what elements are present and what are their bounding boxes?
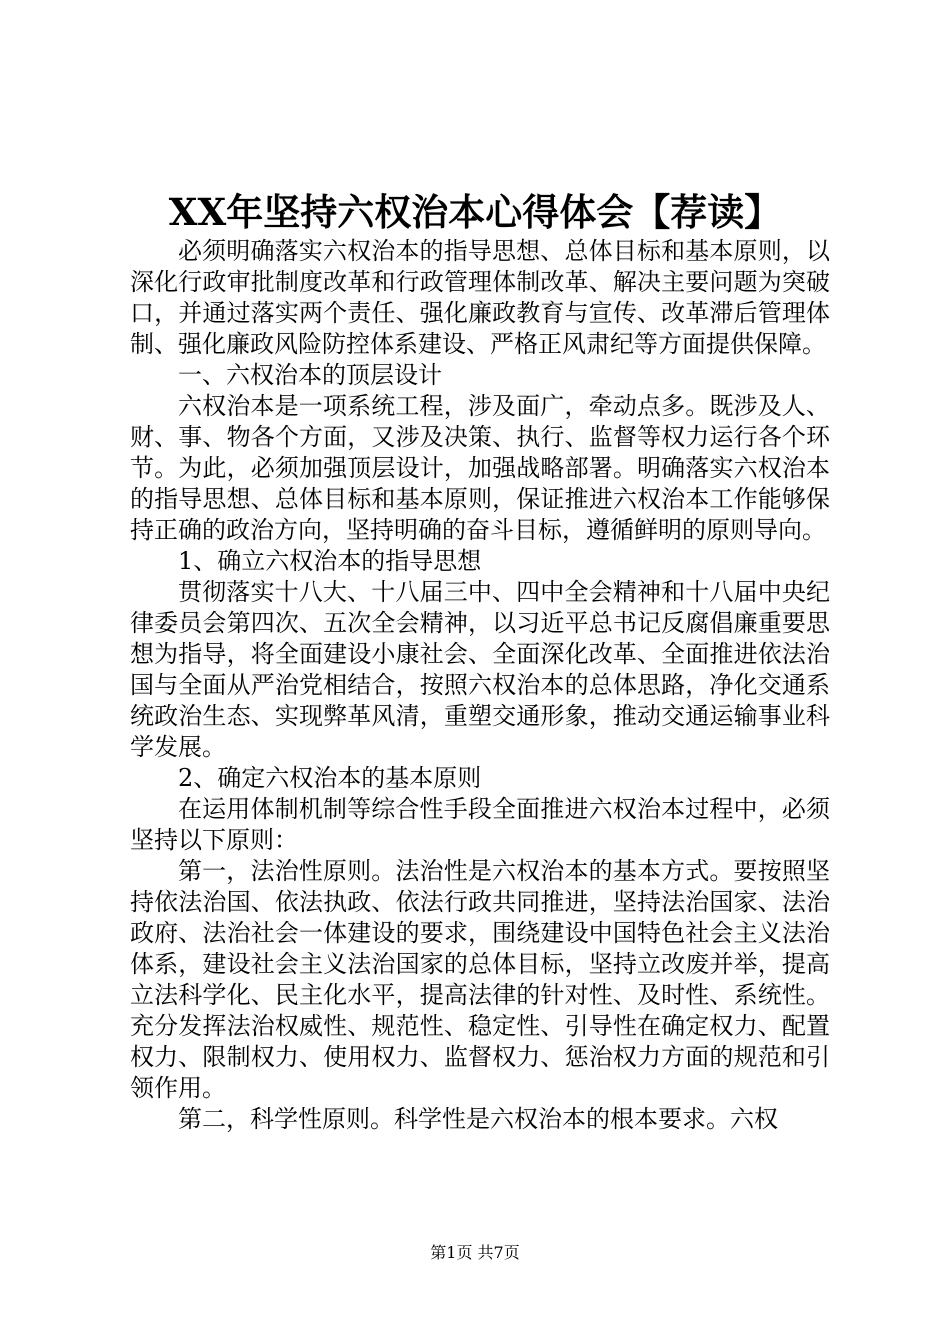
document-title: XX年坚持六权治本心得体会【荐读】 xyxy=(168,190,782,234)
paragraph-principles-intro: 在运用体制机制等综合性手段全面推进六权治本过程中，必须坚持以下原则： xyxy=(130,795,830,854)
paragraph-scientific: 第二，科学性原则。科学性是六权治本的根本要求。六权 xyxy=(178,1105,778,1133)
paragraph-top-design: 六权治本是一项系统工程，涉及面广，牵动点多。既涉及人、财、事、物各个方面，又涉及决策、执行、监督等权力运行各个环节。为此，必须加强顶层设计，加强战略部署。明确落实六权治本的指导思想、总体目标和基本原则，保证推进六权治本工作能够保持正确的政治方向，坚持明确的奋斗目标，遵循鲜明的原则导向。 xyxy=(130,392,830,544)
page-number: 第1页 共7页 xyxy=(430,1243,520,1262)
subsection-heading-2: 2、确定六权治本的基本原则 xyxy=(178,764,482,792)
paragraph-intro: 必须明确落实六权治本的指导思想、总体目标和基本原则，以深化行政审批制度改革和行政管理体制改革、解决主要问题为突破口，并通过落实两个责任、强化廉政教育与宣传、改革滞后管理体制、强化廉政风险防控体系建设、严格正风肃纪等方面提供保障。 xyxy=(130,237,830,358)
document-body xyxy=(130,236,830,1135)
section-heading-1: 一、六权治本的顶层设计 xyxy=(178,361,442,389)
subsection-heading-1: 1、确立六权治本的指导思想 xyxy=(178,547,482,575)
paragraph-guiding-thought: 贯彻落实十八大、十八届三中、四中全会精神和十八届中央纪律委员会第四次、五次全会精神，以习近平总书记反腐倡廉重要思想为指导，将全面建设小康社会、全面深化改革、全面推进依法治国与全面从严治党相结合，按照六权治本的总体思路，净化交通系统政治生态、实现弊革风清，重塑交通形象，推动交通运输事业科学发展。 xyxy=(130,578,830,761)
paragraph-rule-of-law: 第一，法治性原则。法治性是六权治本的基本方式。要按照坚持依法治国、依法执政、依法行政共同推进，坚持法治国家、法治政府、法治社会一体建设的要求，围绕建设中国特色社会主义法治体系，建设社会主义法治国家的总体目标，坚持立改废并举，提高立法科学化、民主化水平，提高法律的针对性、及时性、系统性。充分发挥法治权威性、规范性、稳定性、引导性在确定权力、配置权力、限制权力、使用权力、监督权力、惩治权力方面的规范和引领作用。 xyxy=(130,857,830,1102)
